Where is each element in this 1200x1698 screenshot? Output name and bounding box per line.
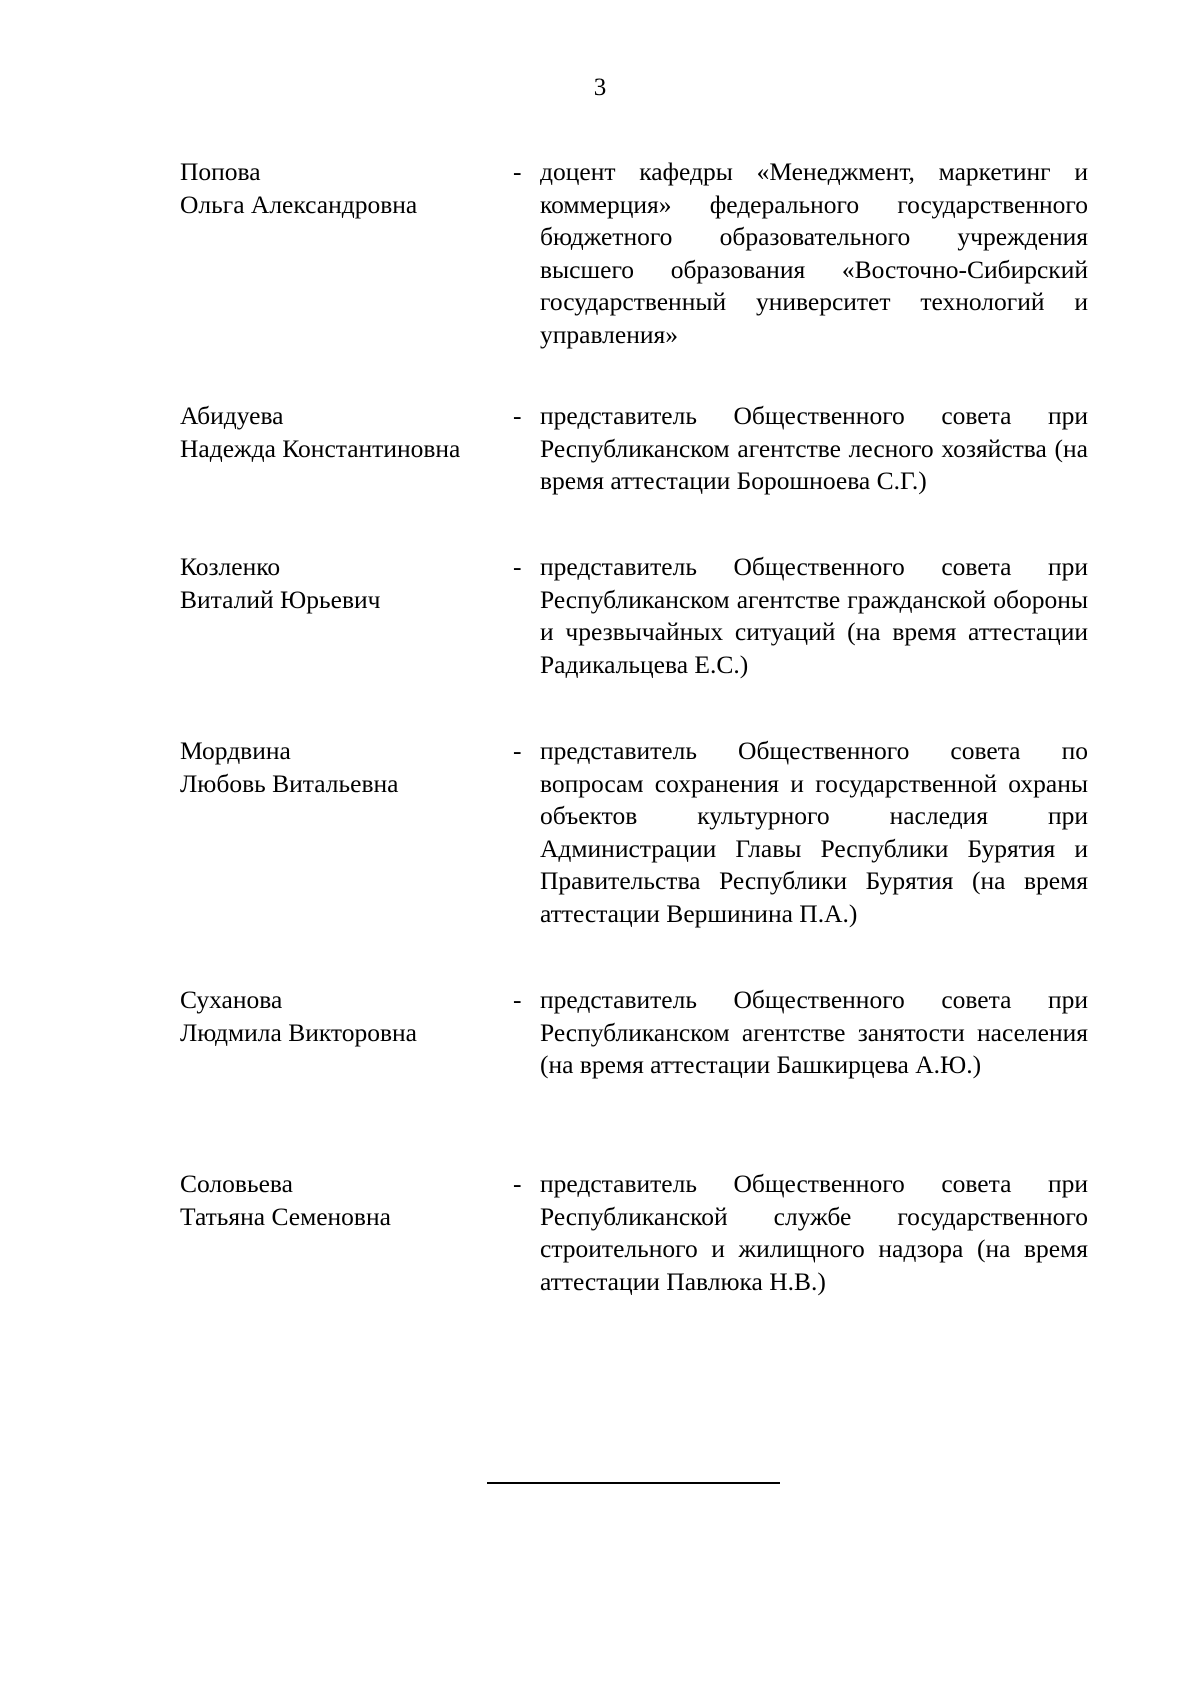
member-name xyxy=(180,735,510,800)
member-entry xyxy=(0,735,1200,984)
member-role: представитель Общественного совета при Республиканском агентстве лесного хозяйства (на время аттестации Борошноева С.Г.) xyxy=(540,401,1088,495)
member-name xyxy=(180,1168,510,1233)
member-role: представитель Общественного совета при Республиканском агентстве гражданской обороны и чрезвычайных ситуаций (на время аттестации Радикальцева Е.С.) xyxy=(540,552,1088,679)
member-dash: - xyxy=(513,985,522,1014)
member-surname: Козленко xyxy=(180,552,281,581)
member-entry xyxy=(0,551,1200,735)
member-dash: - xyxy=(513,736,522,765)
member-surname: Суханова xyxy=(180,985,283,1014)
member-given-names: Любовь Витальевна xyxy=(180,768,399,798)
member-given-names: Надежда Константиновна xyxy=(180,433,461,463)
member-dash: - xyxy=(513,552,522,581)
member-name xyxy=(180,551,510,616)
member-role: представитель Общественного совета при Республиканском агентстве занятости населения (на время аттестации Башкирцева А.Ю.) xyxy=(540,985,1088,1079)
member-given-names: Ольга Александровна xyxy=(180,189,418,219)
member-given-names: Людмила Викторовна xyxy=(180,1017,417,1047)
member-role: представитель Общественного совета по вопросам сохранения и государственной охраны объектов культурного наследия при Администрации Главы Республики Бурятия и Правительства Республики Бурятия (на время аттестации Вершинина П.А.) xyxy=(540,736,1088,928)
member-role: представитель Общественного совета при Республиканской службе государственного строительного и жилищного надзора (на время аттестации Павлюка Н.В.) xyxy=(540,1169,1088,1296)
member-name xyxy=(180,984,510,1049)
member-dash: - xyxy=(513,401,522,430)
member-given-names: Виталий Юрьевич xyxy=(180,584,381,614)
member-dash: - xyxy=(513,157,522,186)
members-list xyxy=(0,156,1200,1308)
member-given-names: Татьяна Семеновна xyxy=(180,1201,391,1231)
member-surname: Соловьева xyxy=(180,1169,293,1198)
member-entry xyxy=(0,156,1200,400)
end-divider xyxy=(487,1482,780,1484)
member-dash: - xyxy=(513,1169,522,1198)
member-entry xyxy=(0,1168,1200,1308)
member-name xyxy=(180,156,510,221)
member-entry xyxy=(0,400,1200,551)
member-surname: Мордвина xyxy=(180,736,291,765)
member-surname: Абидуева xyxy=(180,401,284,430)
page-number: 3 xyxy=(593,74,607,101)
member-role: доцент кафедры «Менеджмент, маркетинг и коммерция» федерального государственного бюджетного образовательного учреждения высшего образования «Восточно-Сибирский государственный университет технологий и управления» xyxy=(540,157,1088,349)
member-surname: Попова xyxy=(180,157,261,186)
member-name xyxy=(180,400,510,465)
member-entry xyxy=(0,984,1200,1168)
